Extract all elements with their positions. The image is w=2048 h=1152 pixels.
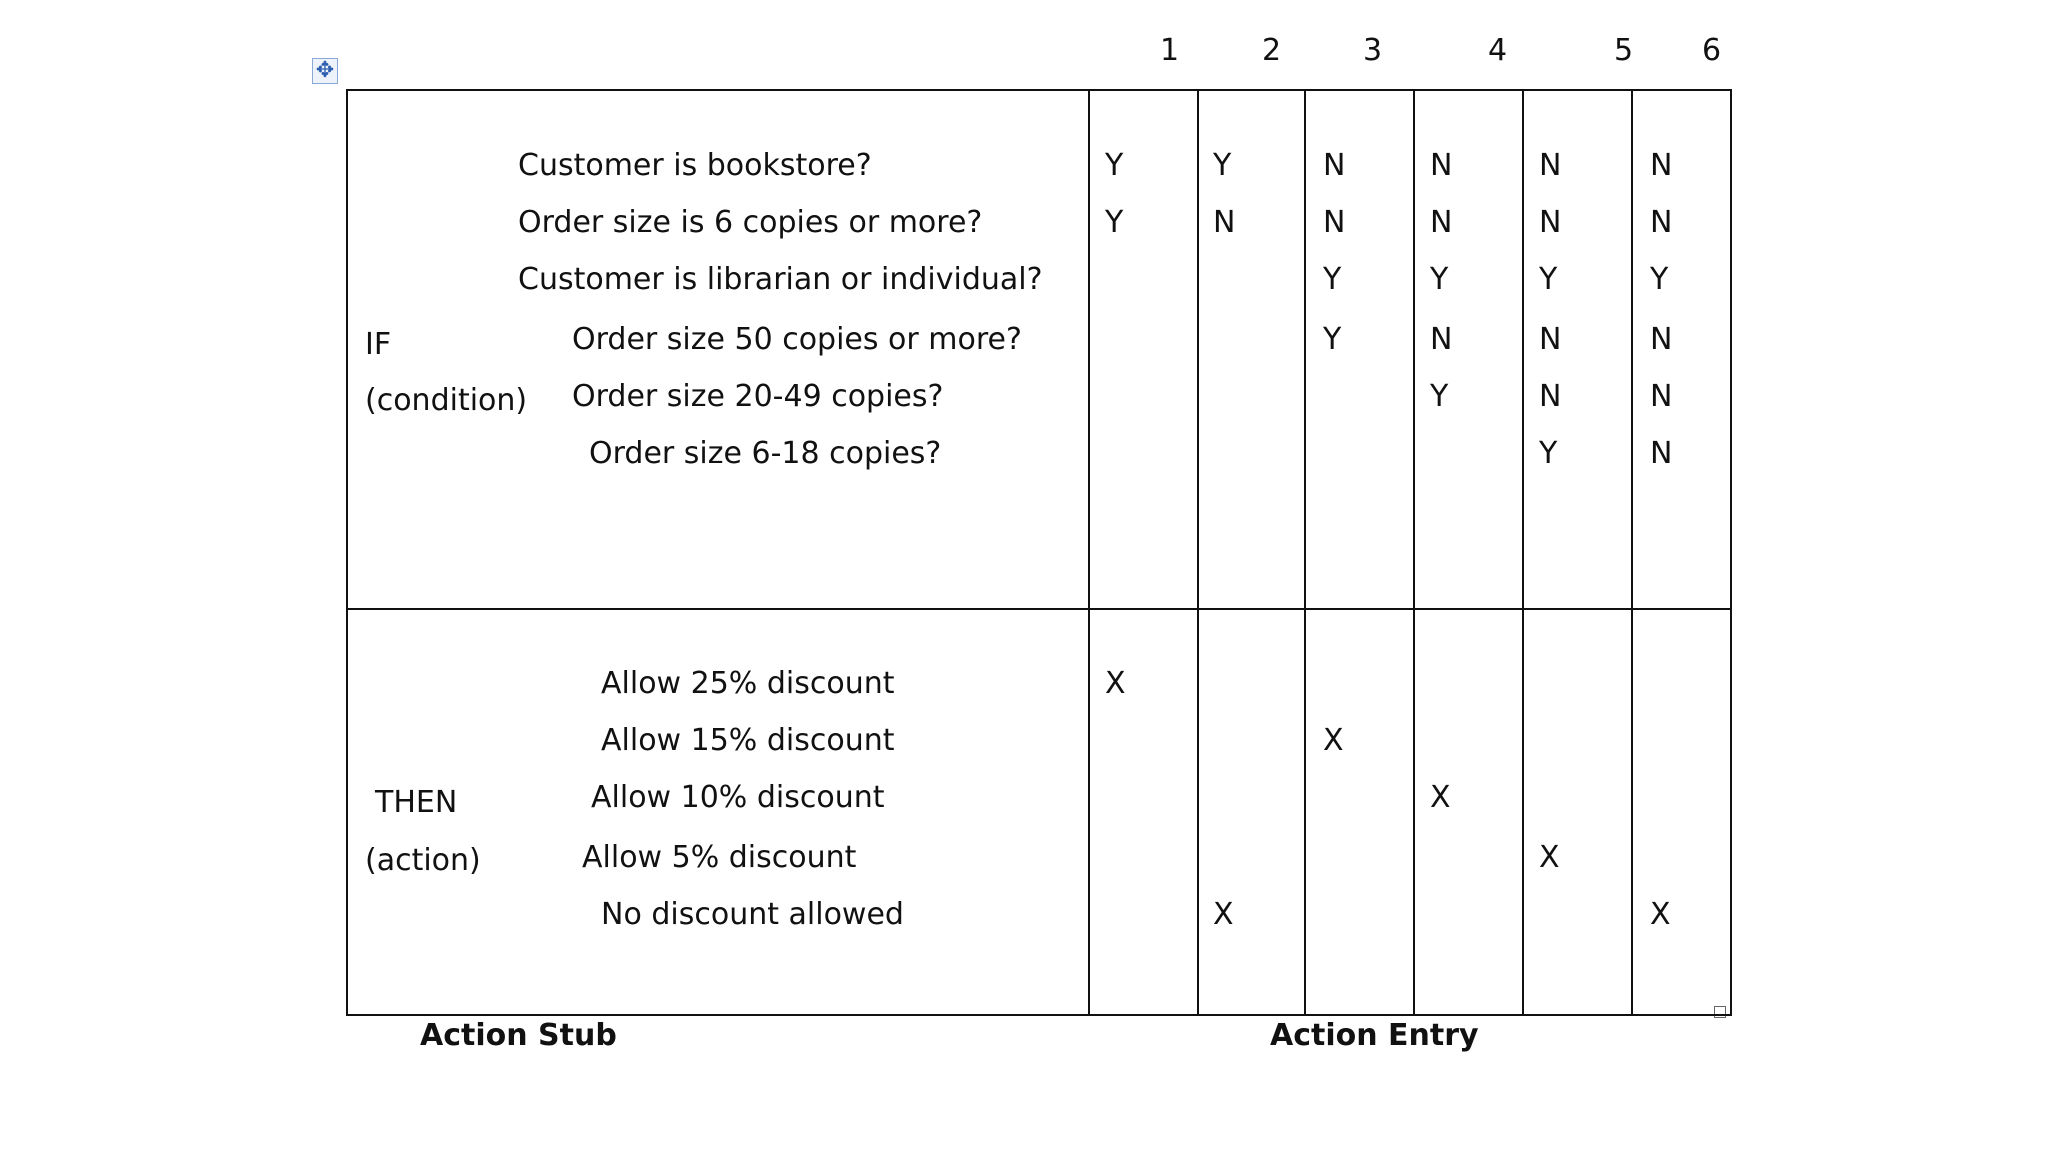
condition-row: Order size is 6 copies or more?: [518, 205, 983, 240]
condition-entry: N: [1539, 322, 1562, 357]
condition-entry: Y: [1323, 322, 1342, 357]
action-row: Allow 15% discount: [601, 723, 895, 758]
condition-row: Order size 20-49 copies?: [572, 379, 944, 414]
condition-entry: N: [1430, 322, 1453, 357]
condition-entry: Y: [1430, 262, 1449, 297]
condition-row: Order size 50 copies or more?: [572, 322, 1022, 357]
column-number: 5: [1614, 33, 1634, 68]
action-row: Allow 5% discount: [582, 840, 857, 875]
column-number: 2: [1262, 33, 1282, 68]
condition-entry: Y: [1323, 262, 1342, 297]
condition-entry: Y: [1105, 205, 1124, 240]
condition-entry: N: [1430, 205, 1453, 240]
condition-entry: Y: [1430, 379, 1449, 414]
condition-row: Order size 6-18 copies?: [589, 436, 942, 471]
column-divider: [1631, 89, 1633, 1016]
condition-entry: Y: [1539, 262, 1558, 297]
column-divider: [1197, 89, 1199, 1016]
condition-entry: N: [1323, 205, 1346, 240]
condition-row: Customer is librarian or individual?: [518, 262, 1043, 297]
action-stub-caption: Action Stub: [420, 1018, 617, 1053]
column-number: 1: [1160, 33, 1180, 68]
condition-entry: N: [1650, 436, 1673, 471]
action-entry: X: [1650, 897, 1671, 932]
column-number: 4: [1488, 33, 1508, 68]
condition-entry: Y: [1650, 262, 1669, 297]
condition-entry: N: [1539, 148, 1562, 183]
condition-entry: N: [1650, 148, 1673, 183]
action-row: Allow 10% discount: [591, 780, 885, 815]
condition-entry: N: [1650, 322, 1673, 357]
condition-sublabel: (condition): [365, 383, 528, 418]
action-entry: X: [1430, 780, 1451, 815]
condition-row: Customer is bookstore?: [518, 148, 872, 183]
action-row: No discount allowed: [601, 897, 904, 932]
action-row: Allow 25% discount: [601, 666, 895, 701]
condition-entry: N: [1650, 379, 1673, 414]
column-divider: [1304, 89, 1306, 1016]
action-label: THEN: [375, 785, 458, 820]
condition-entry: Y: [1105, 148, 1124, 183]
resize-handle-icon[interactable]: [1714, 1006, 1726, 1018]
condition-entry: Y: [1213, 148, 1232, 183]
column-divider: [1088, 89, 1090, 1016]
action-entry: X: [1539, 840, 1560, 875]
table-border-right: [1730, 89, 1732, 1016]
condition-entry: N: [1213, 205, 1236, 240]
action-entry: X: [1323, 723, 1344, 758]
condition-label: IF: [365, 327, 392, 362]
move-handle-icon[interactable]: ✥: [312, 58, 338, 84]
column-divider: [1413, 89, 1415, 1016]
condition-entry: Y: [1539, 436, 1558, 471]
action-entry: X: [1213, 897, 1234, 932]
condition-entry: N: [1650, 205, 1673, 240]
condition-entry: N: [1430, 148, 1453, 183]
condition-entry: N: [1539, 205, 1562, 240]
condition-entry: N: [1323, 148, 1346, 183]
action-entry: X: [1105, 666, 1126, 701]
condition-entry: N: [1539, 379, 1562, 414]
action-entry-caption: Action Entry: [1270, 1018, 1479, 1053]
column-number: 6: [1702, 33, 1722, 68]
column-number: 3: [1363, 33, 1383, 68]
table-border-left: [346, 89, 348, 1016]
column-divider: [1522, 89, 1524, 1016]
action-sublabel: (action): [365, 843, 481, 878]
